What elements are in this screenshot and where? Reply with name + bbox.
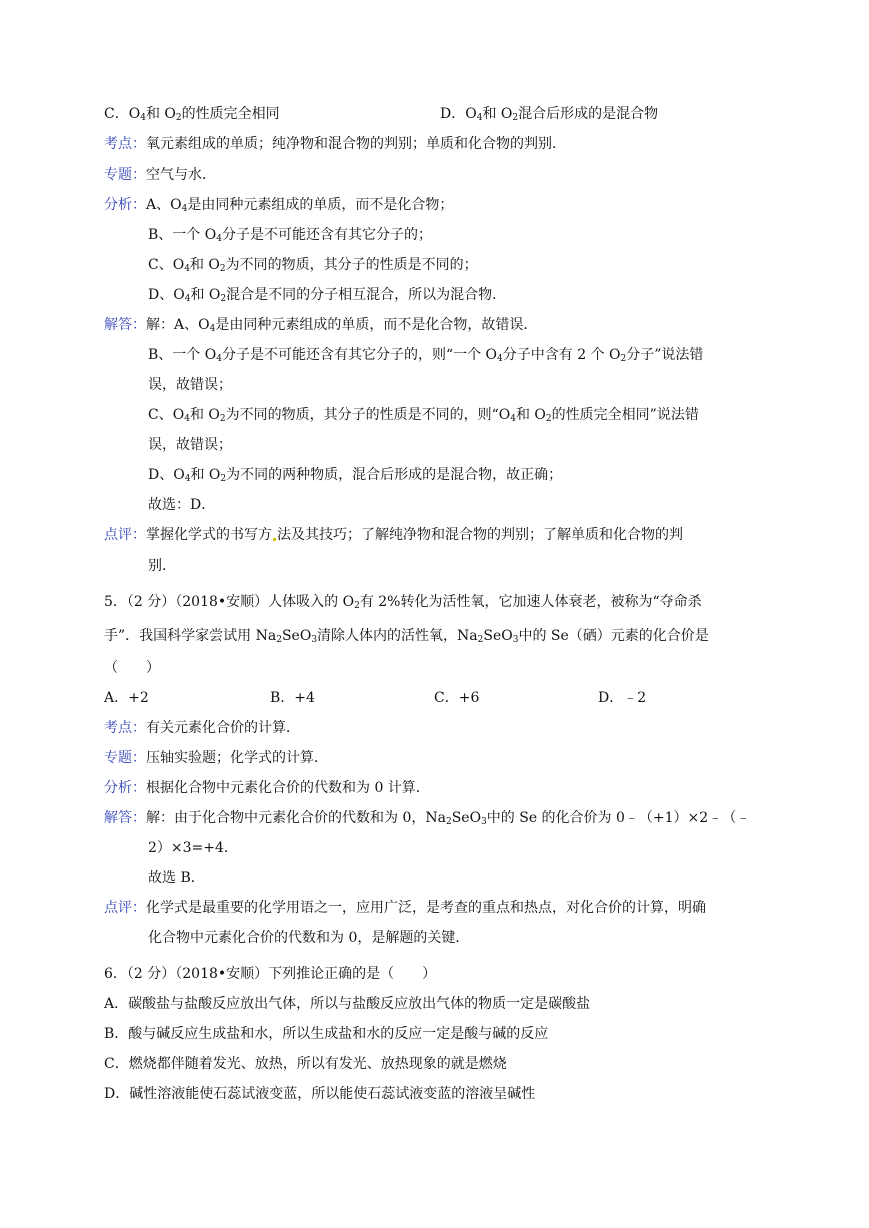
option-c: C．$O_4$和 $O_2$的性质完全相同 [104, 106, 280, 123]
q5-option-b: B．+4 [270, 690, 315, 706]
q6-option-c: C．燃烧都伴随着发光、放热，所以有发光、放热现象的就是燃烧 [104, 1056, 507, 1072]
yellow-dot-mark [273, 538, 276, 541]
q5-option-c: C．+6 [434, 690, 480, 706]
q5-options [104, 688, 744, 708]
q5-stem-2: 手”．我国科学家尝试用 $Na_2SeO_3$清除人体内的活性氧，$Na_2SeO_3$中的 Se（硒）元素的化合价是 [104, 628, 709, 645]
jieda-row-2: B、一个 $O_4$分子是不可能还含有其它分子的，则“一个 $O_4$分子中含有 2 个 $O_2$分子”说法错 [148, 347, 704, 364]
q5-option-d: D．﹣2 [598, 690, 647, 706]
option-d: D．$O_4$和 $O_2$混合后形成的是混合物 [440, 106, 659, 123]
zhuanti-row: 专题：空气与水． [104, 167, 216, 183]
q6-option-a: A．碳酸盐与盐酸反应放出气体，所以与盐酸反应放出气体的物质一定是碳酸盐 [104, 996, 591, 1012]
q5-stem-3: （ ） [104, 660, 160, 676]
jieda-row-4: C、$O_4$和 $O_2$为不同的物质，其分子的性质是不同的，则“$O_4$和 $O_2$的性质完全相同”说法错 [148, 407, 699, 424]
dianping-row-1: 点评：掌握化学式的书写方 法及其技巧；了解纯净物和混合物的判别；了解单质和化合物的判 [104, 527, 683, 543]
q5-jieda-row-1: 解答：解：由于化合物中元素化合价的代数和为 0，$Na_2SeO_3$中的 Se 的化合价为 0﹣（+1）×2﹣（﹣ [104, 810, 751, 827]
jieda-row-5: 误，故错误； [148, 437, 232, 453]
fenxi-row-3: C、$O_4$和 $O_2$为不同的物质，其分子的性质是不同的； [148, 257, 478, 274]
kaodian-tag: 考点： [104, 136, 146, 152]
dianping-tag: 点评： [104, 527, 146, 543]
q6-stem: 6．（2 分）（2018•安顺）下列推论正确的是（ ） [104, 966, 437, 982]
q5-zhuanti-row: 专题：压轴实验题；化学式的计算． [104, 750, 328, 766]
q5-stem-1: 5．（2 分）（2018•安顺）人体吸入的 $O_2$有 2%转化为活性氧，它加速人体衰老，被称为“夺命杀 [104, 594, 702, 611]
fenxi-row-1: 分析：A、$O_4$是由同种元素组成的单质，而不是化合物； [104, 197, 454, 214]
jieda-row-7: 故选：D． [148, 497, 216, 513]
q6-option-b: B．酸与碱反应生成盐和水，所以生成盐和水的反应一定是酸与碱的反应 [104, 1026, 549, 1042]
jieda-row-1: 解答：解：A、$O_4$是由同种元素组成的单质，而不是化合物，故错误． [104, 317, 538, 334]
q6-option-d: D．碱性溶液能使石蕊试液变蓝，所以能使石蕊试液变蓝的溶液呈碱性 [104, 1086, 536, 1102]
fenxi-tag: 分析： [104, 197, 146, 213]
zhuanti-tag: 专题： [104, 167, 146, 183]
q5-kaodian-row: 考点：有关元素化合价的计算． [104, 720, 300, 736]
fenxi-row-2: B、一个 $O_4$分子是不可能还含有其它分子的； [148, 227, 432, 244]
q5-fenxi-row: 分析：根据化合物中元素化合价的代数和为 0 计算． [104, 780, 430, 796]
fenxi-row-4: D、$O_4$和 $O_2$混合是不同的分子相互混合，所以为混合物． [148, 287, 507, 304]
q5-option-a: A．+2 [104, 690, 149, 706]
q5-jieda-row-3: 故选 B． [148, 870, 205, 886]
kaodian-row: 考点：氧元素组成的单质；纯净物和混合物的判别；单质和化合物的判别． [104, 136, 566, 152]
jieda-row-3: 误，故错误； [148, 377, 232, 393]
q5-jieda-row-2: 2）×3=+4． [148, 840, 238, 856]
q5-dianping-row-1: 点评：化学式是最重要的化学用语之一，应用广泛，是考查的重点和热点，对化合价的计算，明确 [104, 900, 706, 916]
dianping-row-2: 别． [148, 558, 176, 574]
jieda-tag: 解答： [104, 317, 146, 333]
jieda-row-6: D、$O_4$和 $O_2$为不同的两种物质，混合后形成的是混合物，故正确； [148, 467, 563, 484]
q5-dianping-row-2: 化合物中元素化合价的代数和为 0，是解题的关键． [148, 930, 470, 946]
